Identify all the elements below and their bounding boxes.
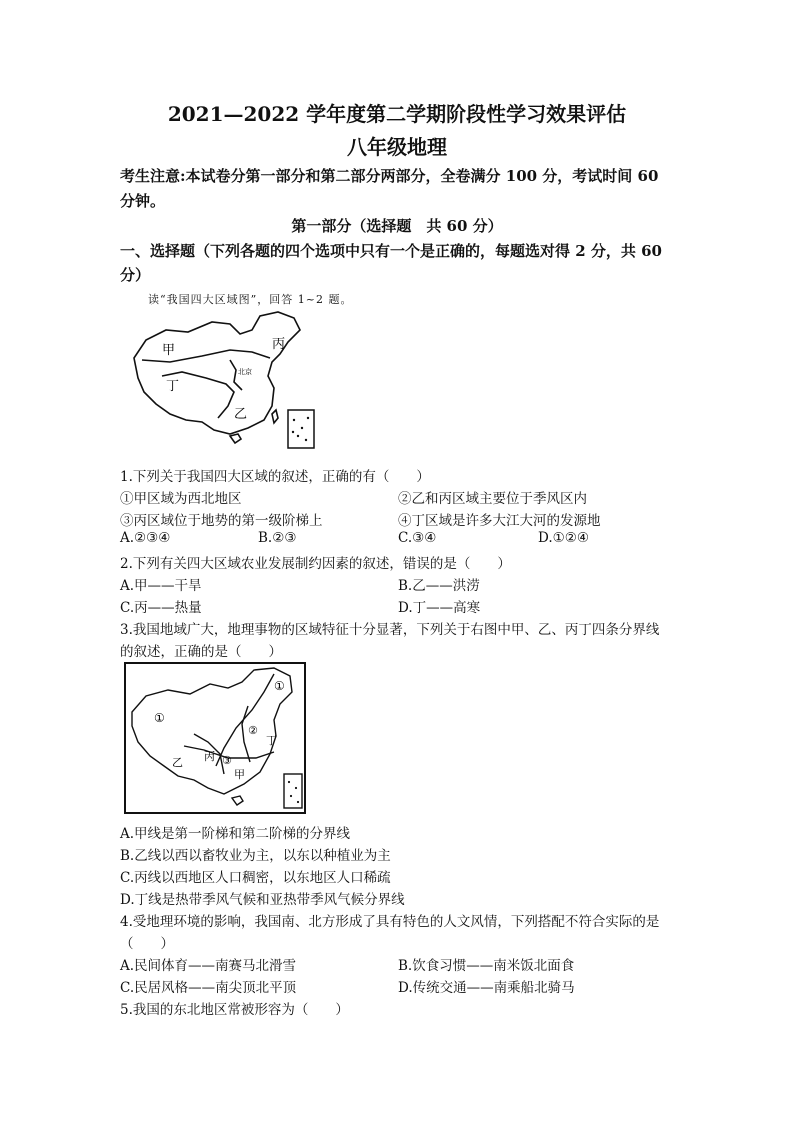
q1-statement-1: ①甲区域为西北地区 bbox=[120, 491, 242, 507]
q3-option-d: D.丁线是热带季风气候和亚热带季风气候分界线 bbox=[120, 892, 405, 908]
q4-stem-line-1: 4.受地理环境的影响，我国南、北方形成了具有特色的人文风情，下列搭配不符合实际的是 bbox=[120, 914, 660, 930]
map-dividing-lines bbox=[124, 662, 306, 814]
q3-stem-line-2: 的叙述，正确的是（ ） bbox=[120, 644, 282, 660]
map1-inset-box bbox=[288, 410, 314, 448]
q3-option-b: B.乙线以西以畜牧业为主，以东以种植业为主 bbox=[120, 848, 391, 864]
q1-option-b: B.②③ bbox=[258, 530, 297, 546]
q5-stem: 5.我国的东北地区常被形容为（ ） bbox=[120, 1002, 349, 1018]
q1-option-c: C.③④ bbox=[398, 530, 437, 546]
map1-taiwan bbox=[272, 410, 278, 423]
map2-country-outline bbox=[132, 668, 292, 794]
map1-label-ding: 丁 bbox=[166, 379, 180, 394]
q4-option-b: B.饮食习惯——南米饭北面食 bbox=[398, 958, 575, 974]
q1-statement-4: ④丁区域是许多大江大河的发源地 bbox=[398, 513, 601, 529]
map2-label-circle-1-east: ① bbox=[274, 679, 285, 693]
q3-option-a: A.甲线是第一阶梯和第二阶梯的分界线 bbox=[120, 826, 351, 842]
q1-option-a: A.②③④ bbox=[120, 530, 171, 546]
notice-text: 本试卷分第一部分和第二部分两部分，全卷满分 100 分，考试时间 60 bbox=[185, 167, 659, 185]
map2-label-circle-3: ③ bbox=[222, 754, 232, 767]
q4-option-d: D.传统交通——南乘船北骑马 bbox=[398, 980, 575, 996]
map2-label-yi: 乙 bbox=[172, 756, 183, 769]
q2-stem: 2.下列有关四大区域农业发展制约因素的叙述，错误的是（ ） bbox=[120, 556, 511, 572]
exam-title: 2021—2022 学年度第二学期阶段性学习效果评估 bbox=[167, 102, 627, 126]
q2-option-b: B.乙——洪涝 bbox=[398, 578, 480, 594]
map2-label-circle-1-west: ① bbox=[154, 711, 165, 725]
map2-label-jia: 甲 bbox=[234, 768, 245, 781]
q2-option-c: C.丙——热量 bbox=[120, 600, 202, 616]
map1-country-outline bbox=[134, 312, 300, 434]
map1-label-bing: 丙 bbox=[272, 337, 286, 352]
map2-label-circle-2: ② bbox=[248, 724, 258, 737]
q1-option-d: D.①②④ bbox=[538, 530, 589, 546]
map-intro: 读“我国四大区域图”，回答 1~2 题。 bbox=[148, 293, 353, 306]
part-title: 第一部分（选择题 共 60 分） bbox=[291, 217, 503, 235]
notice-line-1 bbox=[120, 165, 658, 186]
map1-hainan bbox=[230, 434, 241, 443]
q4-option-a: A.民间体育——南赛马北滑雪 bbox=[120, 958, 297, 974]
map1-label-beijing: 北京 bbox=[238, 368, 252, 376]
notice-line-2: 分钟。 bbox=[120, 192, 166, 210]
q3-stem-line-1: 3.我国地域广大，地理事物的区域特征十分显著，下列关于右图中甲、乙、丙丁四条分界线 bbox=[120, 622, 660, 638]
section-heading-line-1: 一、选择题（下列各题的四个选项中只有一个是正确的，每题选对得 2 分，共 60 bbox=[120, 242, 662, 260]
map2-label-ding: 丁 bbox=[266, 734, 277, 747]
q4-stem-line-2: （ ） bbox=[120, 936, 174, 952]
map2-inset-box bbox=[284, 774, 302, 808]
map2-label-bing: 丙 bbox=[204, 750, 215, 763]
q4-option-c: C.民居风格——南尖顶北平顶 bbox=[120, 980, 297, 996]
q2-option-a: A.甲——干旱 bbox=[120, 578, 202, 594]
q1-statement-2: ②乙和丙区域主要位于季风区内 bbox=[398, 491, 587, 507]
map1-label-jia: 甲 bbox=[162, 343, 176, 358]
q3-option-c: C.丙线以西地区人口稠密，以东地区人口稀疏 bbox=[120, 870, 391, 886]
map2-hainan bbox=[232, 796, 243, 805]
q1-stem: 1.下列关于我国四大区域的叙述，正确的有（ ） bbox=[120, 469, 430, 485]
map1-label-yi: 乙 bbox=[234, 407, 248, 422]
section-heading-line-2: 分） bbox=[120, 266, 151, 284]
q2-option-d: D.丁——高寒 bbox=[398, 600, 481, 616]
exam-subtitle: 八年级地理 bbox=[347, 135, 447, 159]
q1-statement-3: ③丙区域位于地势的第一级阶梯上 bbox=[120, 513, 323, 529]
notice-label: 考生注意: bbox=[120, 167, 186, 185]
map-four-regions bbox=[122, 310, 327, 455]
